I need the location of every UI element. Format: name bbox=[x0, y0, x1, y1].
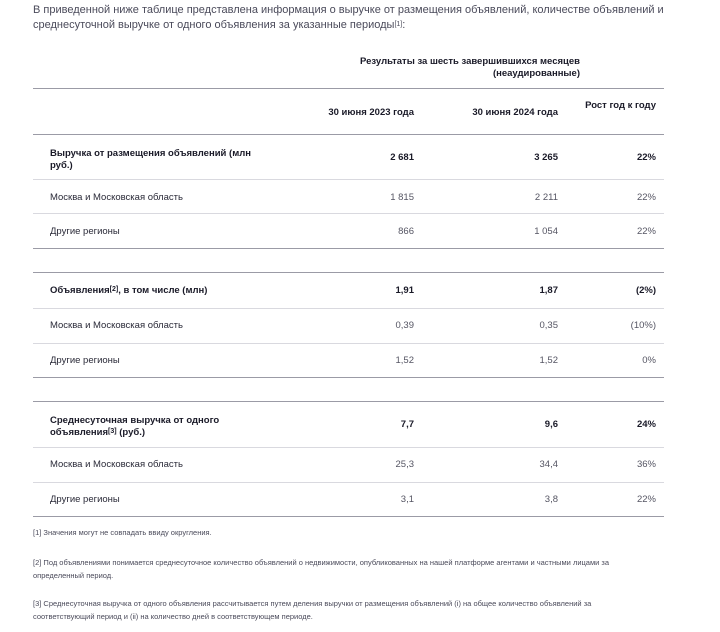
table-cell: 1 815 bbox=[390, 192, 414, 203]
table-cell: 22% bbox=[636, 226, 656, 237]
section-title-listings: Объявления[2], в том числе (млн) bbox=[50, 285, 208, 296]
table-cell: 1 054 bbox=[534, 226, 558, 237]
revenue-growth: 22% bbox=[636, 152, 656, 163]
table-cell: 22% bbox=[636, 192, 656, 203]
table-cell: 3,8 bbox=[544, 494, 558, 505]
period-group-header: Результаты за шесть завершившихся месяцев (неаудированные) bbox=[360, 56, 580, 79]
footnote-2: [2] Под объявлениями понимается среднесуточное количество объявлений о недвижимости, опубликованных на нашей платформе агентами и частными лицами за определенный период. bbox=[33, 558, 610, 580]
listings-2024: 1,87 bbox=[539, 285, 558, 296]
table-cell: (10%) bbox=[630, 320, 656, 331]
table-cell: 0% bbox=[642, 355, 656, 366]
table-cell: 1,52 bbox=[539, 355, 558, 366]
intro-text: В приведенной ниже таблице представлена информация о выручке от размещения объявлений, количестве объявлений и среднесуточной выручке от одного объявления за указанные периоды bbox=[33, 4, 664, 31]
col-header-2024: 30 июня 2024 года bbox=[472, 107, 558, 118]
avg-revenue-2024: 9,6 bbox=[544, 419, 558, 430]
table-cell: 866 bbox=[398, 226, 414, 237]
table-cell: 25,3 bbox=[395, 459, 414, 470]
footnote-1: [1] Значения могут не совпадать ввиду округления. bbox=[33, 528, 212, 537]
table-cell: 22% bbox=[636, 494, 656, 505]
listings-growth: (2%) bbox=[635, 285, 656, 296]
table-cell: 0,35 bbox=[539, 320, 558, 331]
table-row-label: Москва и Московская область bbox=[50, 459, 183, 470]
listings-2023: 1,91 bbox=[395, 285, 414, 296]
footnote-ref-1[interactable]: [1] bbox=[394, 21, 403, 28]
col-header-growth: Рост год к году bbox=[585, 100, 656, 111]
table-row-label: Другие регионы bbox=[50, 355, 120, 366]
section-title-revenue: Выручка от размещения объявлений (млн руб.) bbox=[50, 148, 251, 171]
table-row-label: Москва и Московская область bbox=[50, 192, 183, 203]
table-row-label: Другие регионы bbox=[50, 226, 120, 237]
revenue-2024: 3 265 bbox=[534, 152, 558, 163]
revenue-2023: 2 681 bbox=[390, 152, 414, 163]
table-cell: 0,39 bbox=[395, 320, 414, 331]
avg-revenue-growth: 24% bbox=[636, 419, 656, 430]
table-cell: 3,1 bbox=[400, 494, 414, 505]
table-row-label: Москва и Московская область bbox=[50, 320, 183, 331]
table-cell: 36% bbox=[636, 459, 656, 470]
table-cell: 34,4 bbox=[539, 459, 558, 470]
avg-revenue-2023: 7,7 bbox=[400, 419, 414, 430]
intro-paragraph: В приведенной ниже таблице представлена информация о выручке от размещения объявлений, количестве объявлений и среднесуточной выручке от одного объявления за указанные периоды[1]: bbox=[33, 4, 664, 31]
header-bottom-divider bbox=[33, 134, 664, 135]
footnote-ref-2[interactable]: [2] bbox=[109, 286, 119, 293]
footnote-3: [3] Среднесуточная выручка от одного объявления рассчитывается путем деления выручки от размещения объявлений (i) на общее количество объявлений за соответствующий период и (ii) на количество дней в соответствующем периоде. bbox=[33, 599, 592, 621]
section-title-avg-revenue: Среднесуточная выручка от одного объявления[3] (руб.) bbox=[50, 415, 220, 438]
table-row-label: Другие регионы bbox=[50, 494, 120, 505]
table-cell: 1,52 bbox=[395, 355, 414, 366]
footnote-ref-3[interactable]: [3] bbox=[108, 428, 117, 435]
table-cell: 2 211 bbox=[534, 192, 558, 203]
header-divider bbox=[33, 88, 664, 89]
col-header-2023: 30 июня 2023 года bbox=[328, 107, 414, 118]
